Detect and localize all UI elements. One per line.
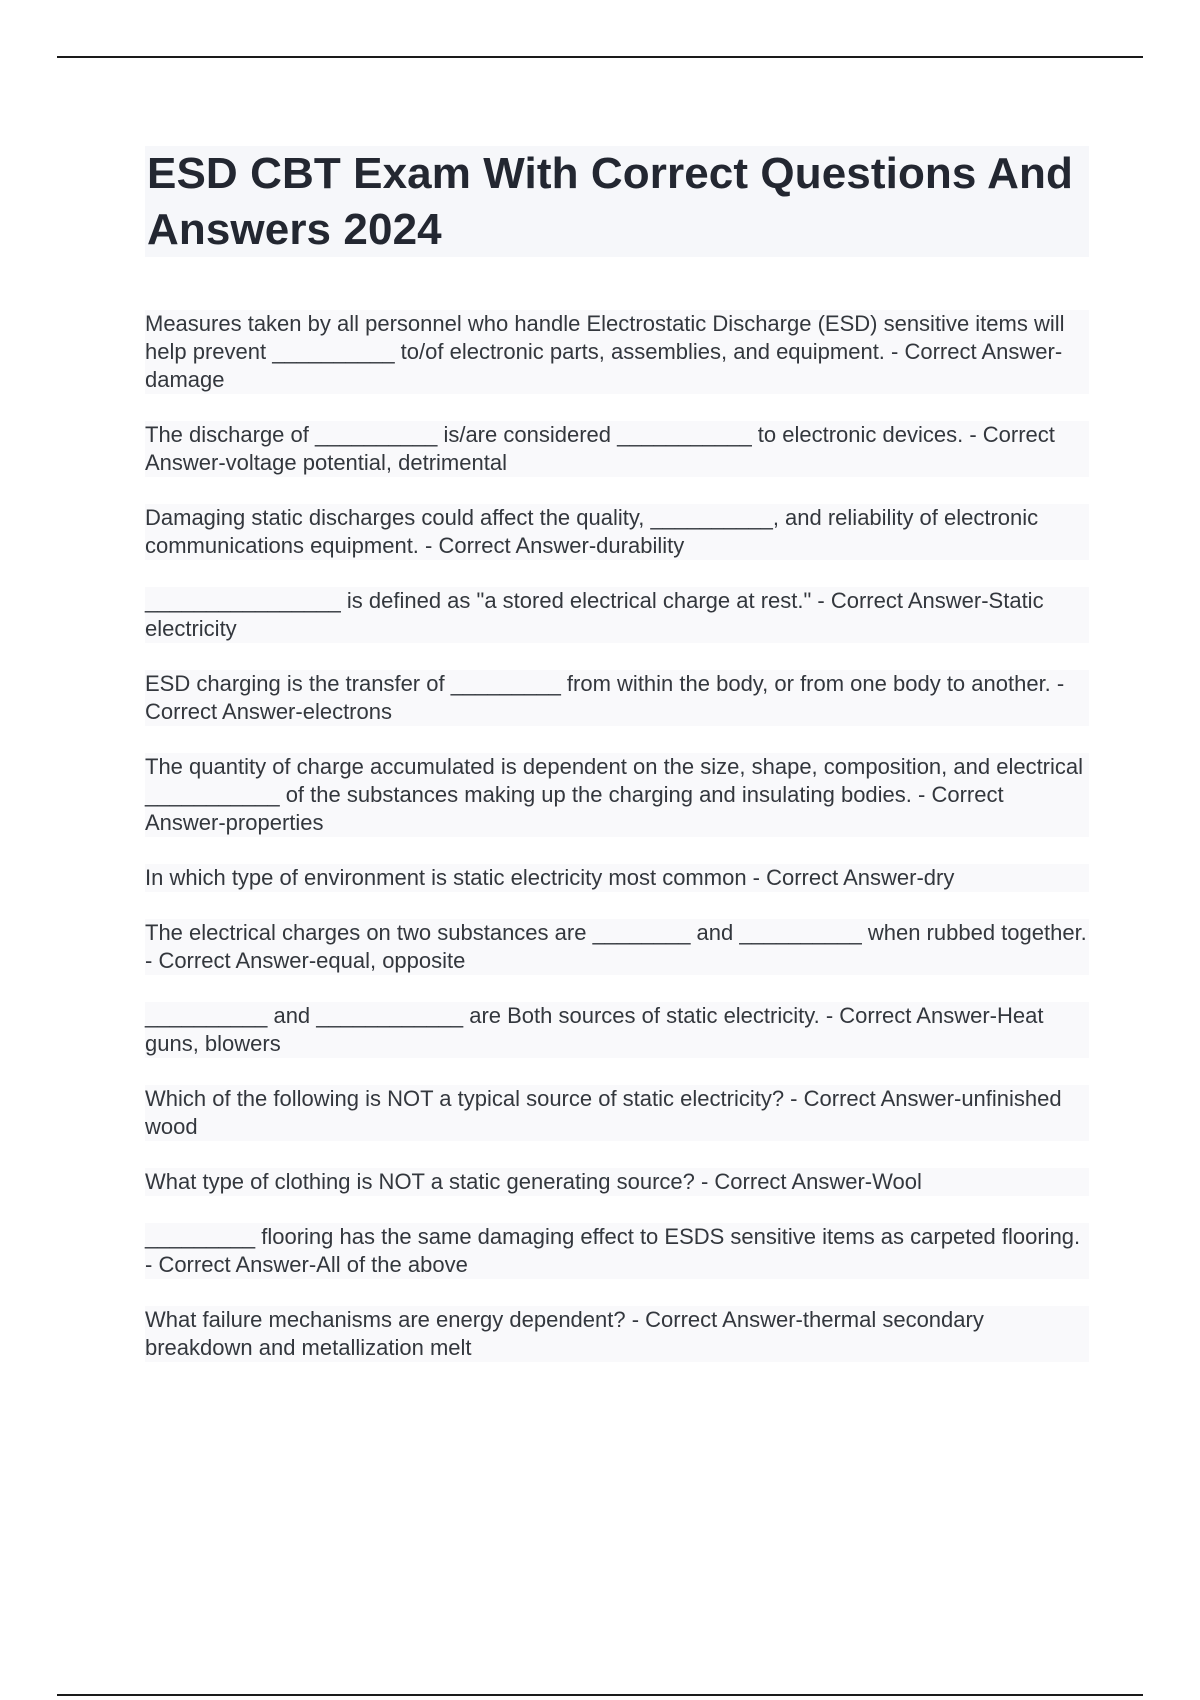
- qa-text: The discharge of __________ is/are considered ___________ to electronic devices. - Correct Answer-voltage potential, detrimental: [145, 422, 1055, 475]
- qa-item: [145, 753, 1089, 837]
- qa-text: _________ flooring has the same damaging effect to ESDS sensitive items as carpeted flooring. - Correct Answer-All of the above: [145, 1224, 1081, 1277]
- qa-item: [145, 421, 1089, 477]
- qa-text: __________ and ____________ are Both sources of static electricity. - Correct Answer-Heat guns, blowers: [145, 1003, 1044, 1056]
- qa-text: ________________ is defined as "a stored electrical charge at rest." - Correct Answer-Static electricity: [145, 588, 1044, 641]
- bottom-rule: [57, 1694, 1143, 1696]
- qa-item: [145, 1168, 1089, 1196]
- qa-text: The quantity of charge accumulated is dependent on the size, shape, composition, and electrical ___________ of the substances making up the charging and insulating bodies. - Correct Answer-properties: [145, 754, 1084, 835]
- qa-text: What type of clothing is NOT a static generating source? - Correct Answer-Wool: [145, 1169, 922, 1194]
- qa-item: [145, 919, 1089, 975]
- qa-text: What failure mechanisms are energy dependent? - Correct Answer-thermal secondary breakdown and metallization melt: [145, 1307, 984, 1360]
- qa-text: The electrical charges on two substances are ________ and __________ when rubbed together. - Correct Answer-equal, opposite: [145, 920, 1087, 973]
- qa-text: Which of the following is NOT a typical source of static electricity? - Correct Answer-unfinished wood: [145, 1086, 1062, 1139]
- document-body: [145, 146, 1089, 1389]
- qa-item: [145, 504, 1089, 560]
- qa-text: In which type of environment is static electricity most common - Correct Answer-dry: [145, 865, 955, 890]
- qa-item: [145, 587, 1089, 643]
- qa-list: [145, 310, 1089, 1362]
- qa-text: Measures taken by all personnel who handle Electrostatic Discharge (ESD) sensitive items will help prevent __________ to/of electronic parts, assemblies, and equipment. - Correct Answer-damage: [145, 311, 1065, 392]
- qa-text: Damaging static discharges could affect the quality, __________, and reliability of electronic communications equipment. - Correct Answer-durability: [145, 505, 1039, 558]
- document-title: ESD CBT Exam With Correct Questions And Answers 2024: [147, 149, 1073, 254]
- qa-item: [145, 310, 1089, 394]
- qa-item: [145, 1085, 1089, 1141]
- qa-item: [145, 1306, 1089, 1362]
- qa-item: [145, 1002, 1089, 1058]
- qa-text: ESD charging is the transfer of _________ from within the body, or from one body to another. - Correct Answer-electrons: [145, 671, 1065, 724]
- title-block: [145, 146, 1089, 257]
- qa-item: [145, 670, 1089, 726]
- qa-item: [145, 864, 1089, 892]
- qa-item: [145, 1223, 1089, 1279]
- top-rule: [57, 56, 1143, 58]
